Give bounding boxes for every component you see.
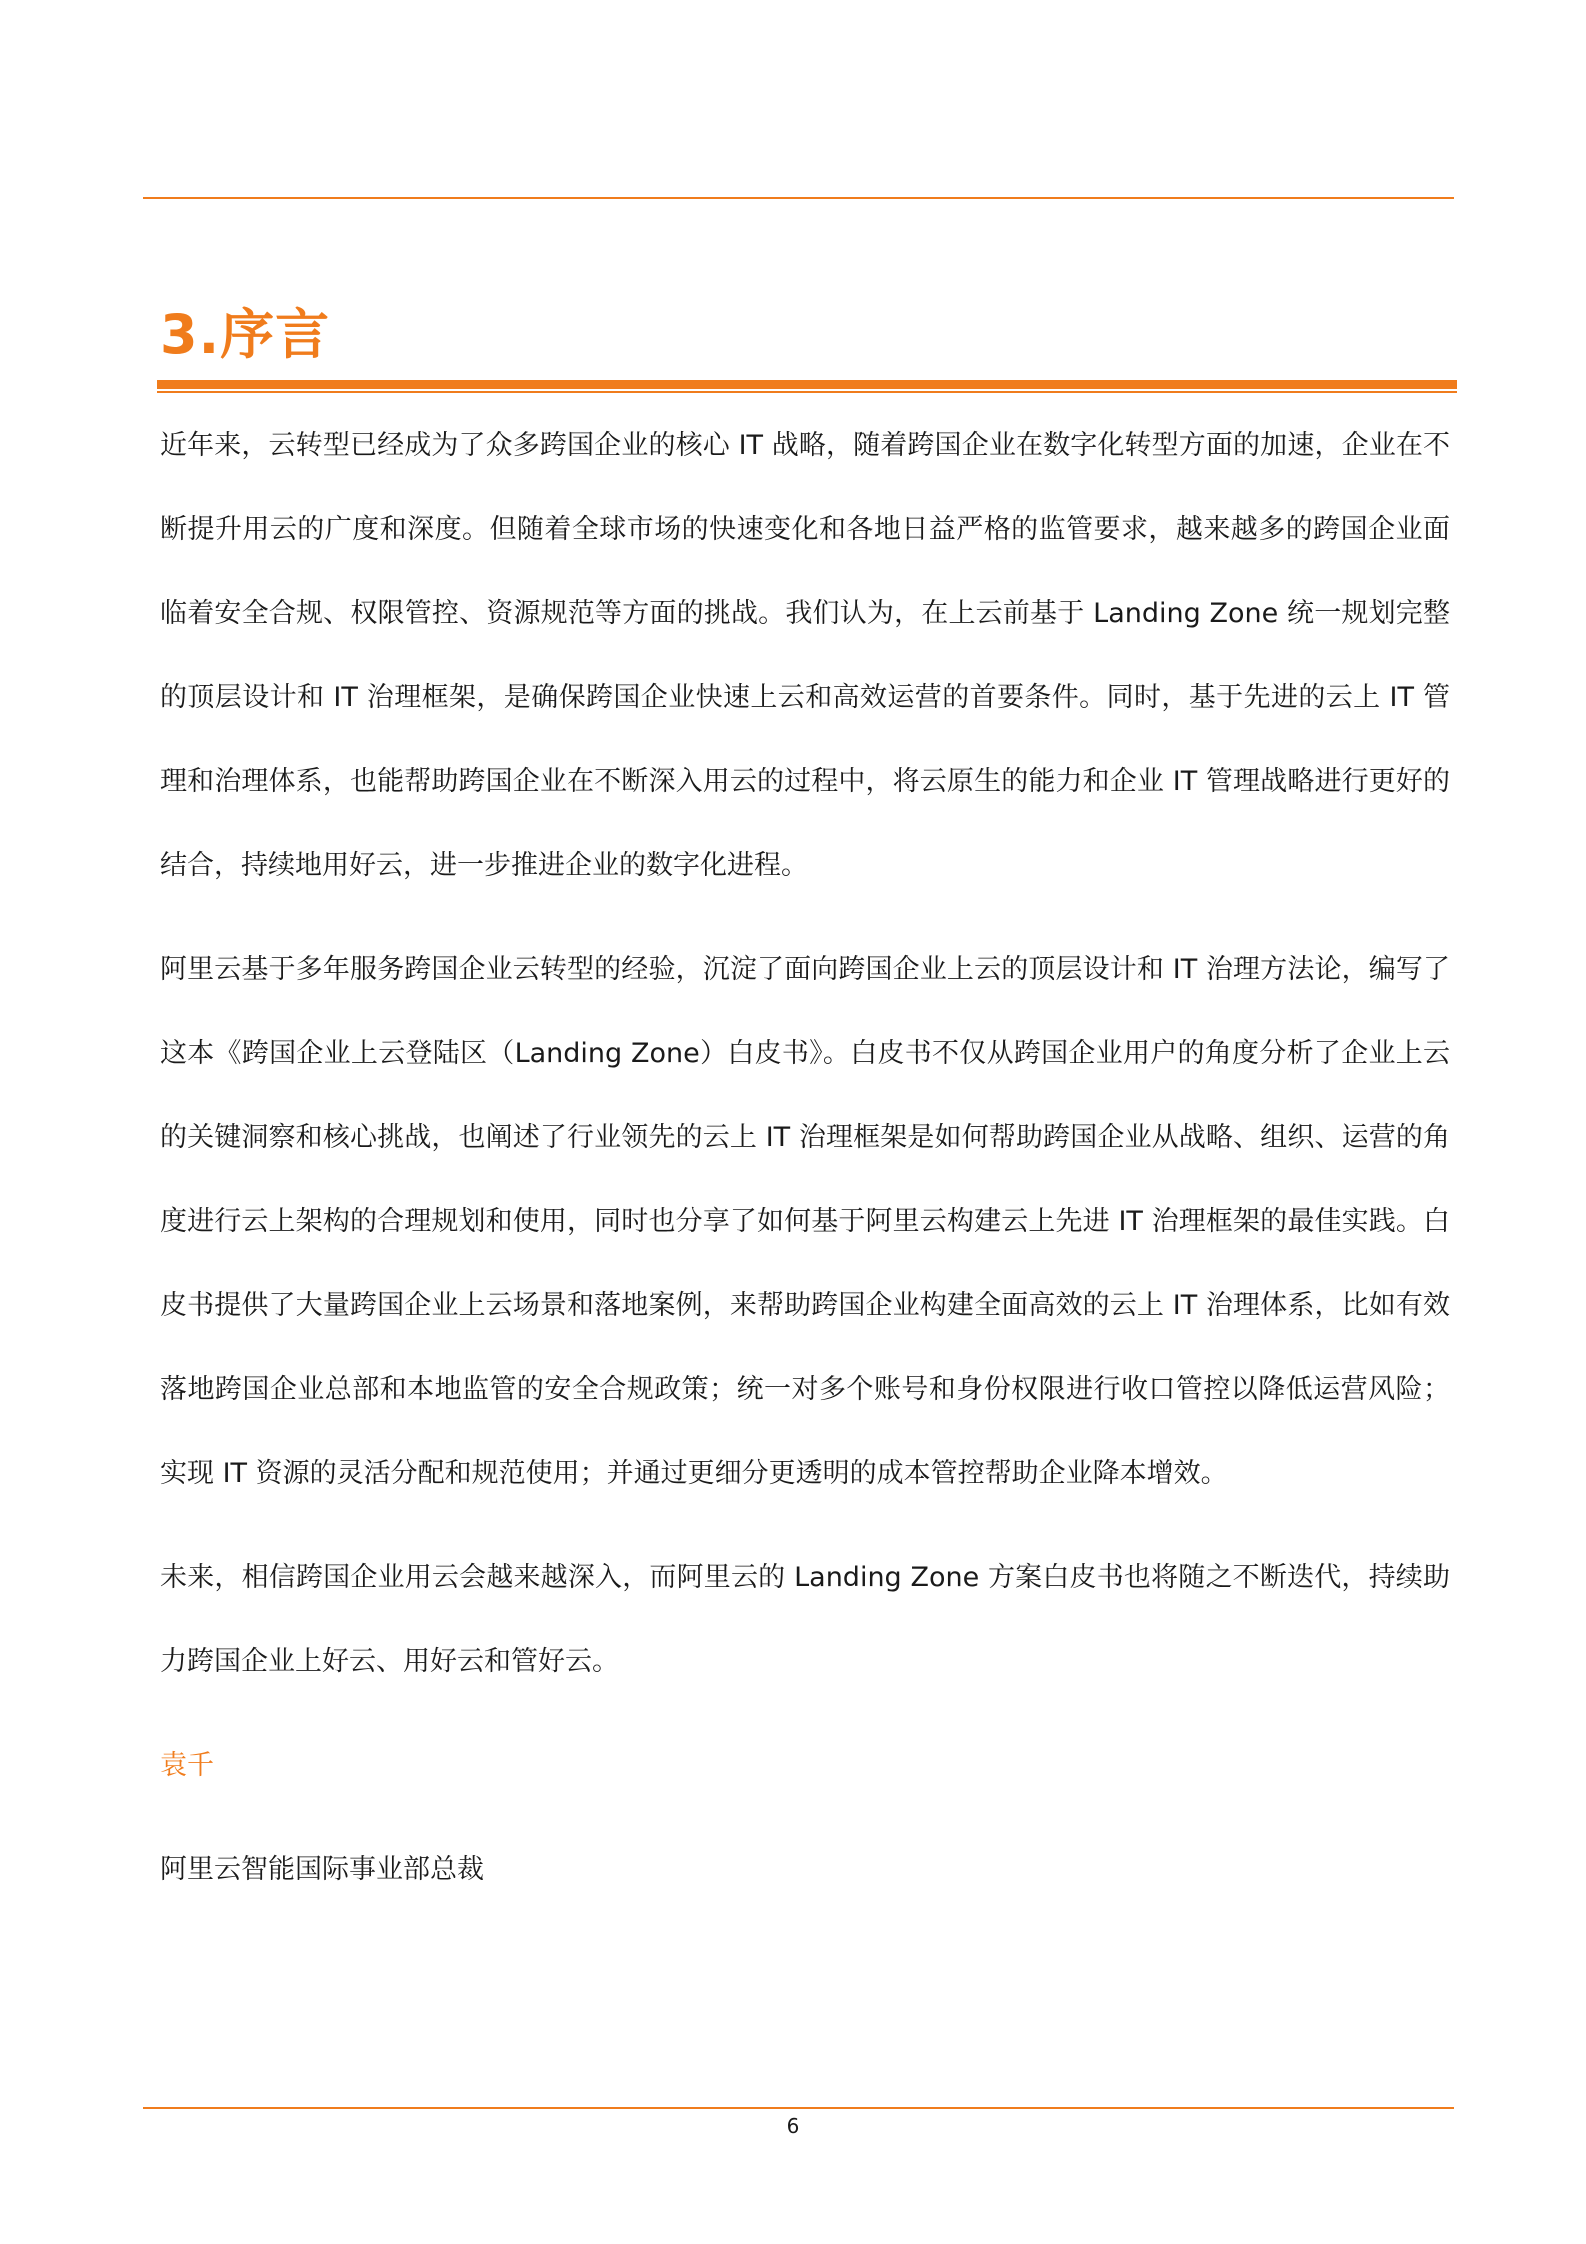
header-rule [143, 197, 1454, 199]
paragraph-3: 未来，相信跨国企业用云会越来越深入，而阿里云的 Landing Zone 方案白皮书也将随之不断迭代，持续助力跨国企业上好云、用好云和管好云。 [160, 1562, 1450, 1677]
section-heading: 3.序言 [160, 303, 331, 366]
page-number: 6 [786, 2114, 800, 2138]
paragraph-1: 近年来，云转型已经成为了众多跨国企业的核心 IT 战略，随着跨国企业在数字化转型方面的加速，企业在不断提升用云的广度和深度。但随着全球市场的快速变化和各地日益严格的监管要求，越来越多的跨国企业面临着安全合规、权限管控、资源规范等方面的挑战。我们认为，在上云前基于 Landing Zone 统一规划完整的顶层设计和 IT 治理框架，是确保跨国企业快速上云和高效运营的首要条件。同时，基于先进的云上 IT 管理和治理体系，也能帮助跨国企业在不断深入用云的过程中，将云原生的能力和企业 IT 管理战略进行更好的结合，持续地用好云，进一步推进企业的数字化进程。 [160, 430, 1450, 881]
heading-underline [157, 380, 1457, 389]
preface-body [160, 404, 1450, 1912]
author-name: 袁千 [160, 1750, 214, 1781]
paragraph-2: 阿里云基于多年服务跨国企业云转型的经验，沉淀了面向跨国企业上云的顶层设计和 IT 治理方法论，编写了这本《跨国企业上云登陆区（Landing Zone）白皮书》。白皮书不仅从跨国企业用户的角度分析了企业上云的关键洞察和核心挑战，也阐述了行业领先的云上 IT 治理框架是如何帮助跨国企业从战略、组织、运营的角度进行云上架构的合理规划和使用，同时也分享了如何基于阿里云构建云上先进 IT 治理框架的最佳实践。白皮书提供了大量跨国企业上云场景和落地案例，来帮助跨国企业构建全面高效的云上 IT 治理体系，比如有效落地跨国企业总部和本地监管的安全合规政策；统一对多个账号和身份权限进行收口管控以降低运营风险；实现 IT 资源的灵活分配和规范使用；并通过更细分更透明的成本管控帮助企业降本增效。 [160, 954, 1450, 1489]
author-title: 阿里云智能国际事业部总裁 [160, 1854, 484, 1885]
heading-underline-thin [157, 391, 1457, 393]
footer-rule [143, 2107, 1454, 2109]
